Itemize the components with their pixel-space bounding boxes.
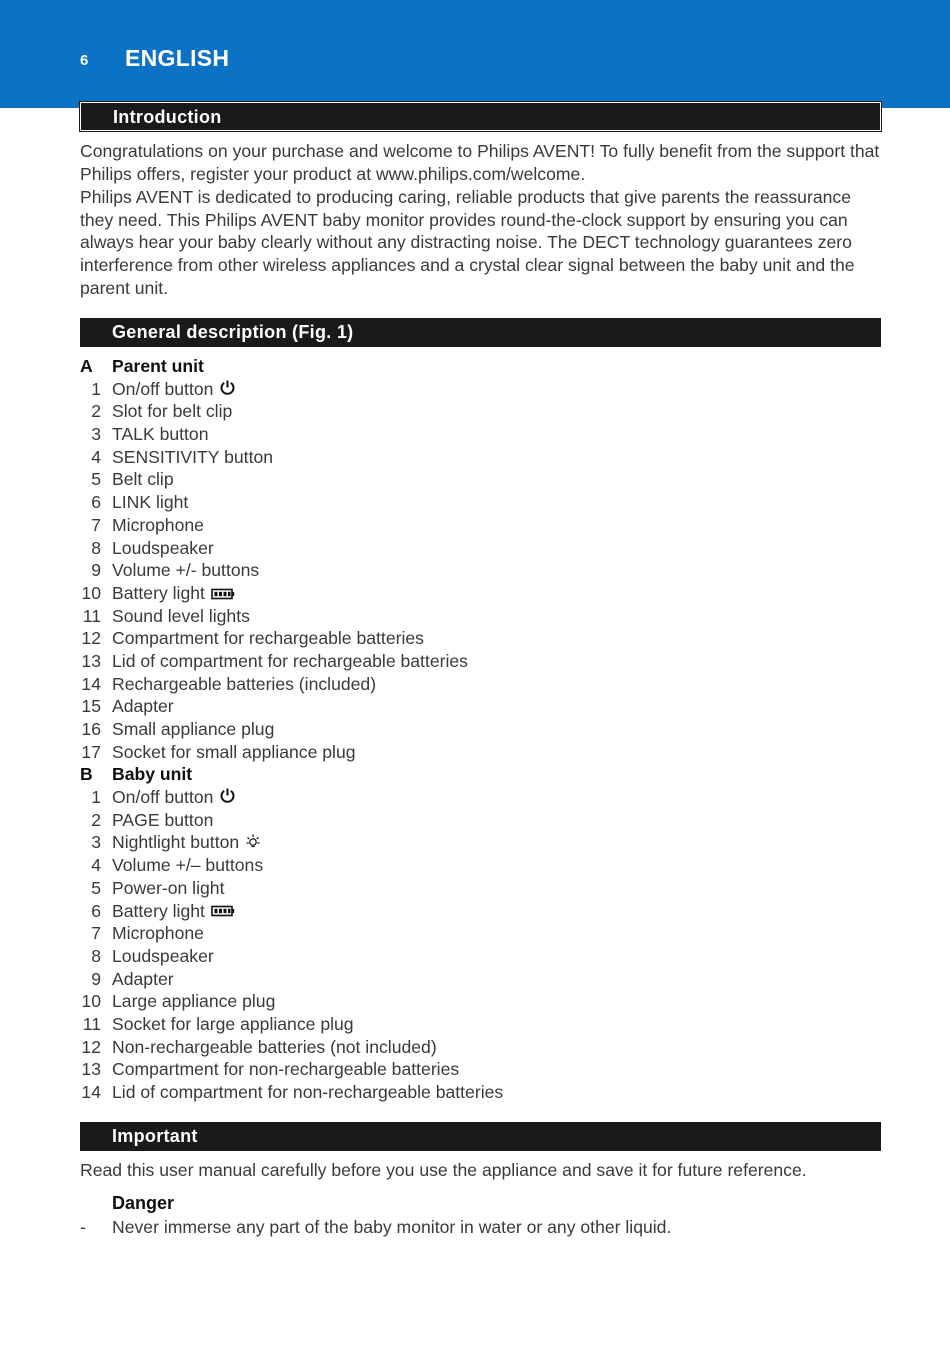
item-text: Lid of compartment for non-rechargeable batteries [112,1082,504,1102]
header-bar [0,0,950,108]
item-text-wrap [112,695,174,718]
item-text-wrap [112,605,250,628]
item-number: 17 [81,741,101,762]
intro-paragraph-2: Philips AVENT is dedicated to producing caring, reliable products that give parents the reassurance they need. This Philips AVENT baby monitor provides round-the-clock support by ensuring you can always hear your baby clearly without any distracting noise. The DECT technology guarantees zero interference from other wireless appliances and a crystal clear signal between the baby unit and the parent unit. [80,187,855,298]
item-text: On/off button [112,378,214,399]
item-text: Microphone [112,514,204,535]
list-item [80,400,880,423]
list-item [80,537,880,560]
item-text-wrap [112,378,236,402]
item-text: LINK light [112,492,189,513]
item-text-wrap [112,514,204,537]
item-text-wrap [112,400,232,423]
item-text-wrap [112,786,236,810]
list-item [80,990,880,1013]
item-text: Volume +/- buttons [112,560,260,581]
list-item [80,673,880,696]
item-text-wrap [112,537,214,560]
item-text: Compartment for non-rechargeable batteries [112,1059,460,1080]
item-number: 16 [81,719,101,739]
item-number: 4 [91,446,101,467]
item-number: 15 [81,696,101,717]
item-text-wrap [112,809,213,832]
item-text-wrap [112,831,261,855]
item-number: 9 [91,968,101,989]
list-item [80,945,880,968]
item-number: 14 [81,1082,101,1102]
item-text: Small appliance plug [112,719,275,739]
item-text: Volume +/– buttons [112,855,264,876]
item-text-wrap [112,559,259,582]
power-icon [219,787,236,810]
list-item [80,514,880,537]
list-item [80,968,880,991]
item-text: Lid of compartment for rechargeable batteries [112,650,468,671]
list-item [80,809,880,832]
item-number: 12 [81,1036,101,1057]
list-item [80,831,880,854]
list-item [80,1036,880,1059]
item-number: 7 [91,923,101,944]
item-number: 12 [81,628,101,649]
battery-icon [211,900,235,923]
item-number: 6 [91,492,101,513]
item-text: Slot for belt clip [112,401,233,422]
item-text-wrap [112,1036,437,1059]
list-item [80,1058,880,1081]
item-text-wrap [112,582,235,606]
unit-label: Baby unit [112,764,193,785]
list-item [80,854,880,877]
item-text: On/off button [112,787,214,808]
list-item [80,1081,880,1104]
item-text-wrap [112,900,235,924]
list-item [80,559,880,582]
item-number: 10 [81,582,101,603]
item-number: 14 [81,673,101,694]
unit-label: Parent unit [112,356,204,376]
list-item [80,718,880,741]
list-item [80,378,880,401]
section-heading-general-description: General description (Fig. 1) [80,318,881,347]
item-number: 13 [81,650,101,671]
list-item [80,786,880,809]
item-number: 1 [91,787,101,808]
item-text: Compartment for rechargeable batteries [112,628,424,649]
item-text: PAGE button [112,809,214,830]
item-text-wrap [112,854,263,877]
item-text-wrap [112,968,174,991]
item-number: 5 [91,469,101,490]
item-text-wrap [112,990,275,1013]
item-text-wrap [112,423,209,446]
item-text: Microphone [112,923,204,944]
item-number: 9 [91,560,101,581]
section-heading-introduction: Introduction [80,102,881,131]
item-number: 13 [81,1059,101,1080]
item-text-wrap [112,468,174,491]
list-item [80,650,880,673]
parts-list [80,355,880,1104]
important-paragraph: Read this user manual carefully before you use the appliance and save it for future reference. [80,1160,807,1180]
item-number: 11 [82,605,101,626]
item-text: Loudspeaker [112,537,214,558]
item-number: 2 [91,401,101,422]
list-item [80,605,880,628]
item-text-wrap [112,741,356,764]
item-text-wrap [112,446,273,469]
section-heading-important: Important [80,1122,881,1151]
unit-heading [80,763,880,786]
danger-item-text: Never immerse any part of the baby monitor in water or any other liquid. [112,1217,672,1237]
item-text-wrap [112,922,204,945]
list-item [80,491,880,514]
item-number: 3 [91,832,101,853]
item-text: Battery light [112,900,205,921]
unit-heading [80,355,880,378]
item-text: Non-rechargeable batteries (not included) [112,1036,437,1057]
bullet-dash: - [80,1217,86,1237]
danger-heading: Danger [112,1193,175,1213]
item-text-wrap [112,945,214,968]
battery-icon [211,583,235,606]
item-text: Loudspeaker [112,945,214,966]
item-text: Large appliance plug [112,991,276,1012]
item-number: 10 [81,991,101,1012]
list-item [80,741,880,764]
item-number: 1 [91,378,101,399]
item-text: SENSITIVITY button [112,446,274,467]
item-number: 2 [91,809,101,830]
list-item [80,446,880,469]
item-text-wrap [112,673,376,696]
list-item [80,582,880,605]
item-text: Belt clip [112,469,174,490]
item-text: Rechargeable batteries (included) [112,673,377,694]
nightlight-icon [245,832,261,855]
item-text: Adapter [112,968,174,989]
item-number: 8 [91,537,101,558]
list-item [80,695,880,718]
item-text-wrap [112,1058,459,1081]
item-number: 4 [91,855,101,876]
item-text: Socket for large appliance plug [112,1013,354,1034]
item-number: 5 [91,877,101,898]
item-text-wrap [112,1013,354,1036]
item-text-wrap [112,877,224,900]
item-text: Battery light [112,582,205,603]
intro-paragraph-1: Congratulations on your purchase and welcome to Philips AVENT! To fully benefit from the support that Philips offers, register your product at www.philips.com/welcome. [80,141,880,184]
list-item [80,1013,880,1036]
item-text: Power-on light [112,877,225,898]
page-number: 6 [80,52,89,69]
item-text: TALK button [112,424,209,445]
list-item [80,627,880,650]
power-icon [219,379,236,402]
list-item [80,922,880,945]
item-text: Socket for small appliance plug [112,741,356,762]
language-title: ENGLISH [125,45,230,71]
list-item [80,877,880,900]
item-number: 7 [91,514,101,535]
list-item [80,468,880,491]
list-item [80,900,880,923]
item-number: 3 [91,424,101,445]
list-item [80,423,880,446]
item-number: 8 [91,945,101,966]
item-text-wrap [112,718,274,741]
item-text: Nightlight button [112,832,240,853]
item-text-wrap [112,1081,503,1104]
item-number: 11 [82,1013,101,1034]
item-text-wrap [112,491,188,514]
item-text-wrap [112,650,468,673]
item-text: Sound level lights [112,605,250,626]
unit-letter: B [80,764,93,785]
item-text: Adapter [112,696,174,717]
item-text-wrap [112,627,424,650]
item-number: 6 [91,900,101,921]
unit-letter: A [80,356,93,376]
